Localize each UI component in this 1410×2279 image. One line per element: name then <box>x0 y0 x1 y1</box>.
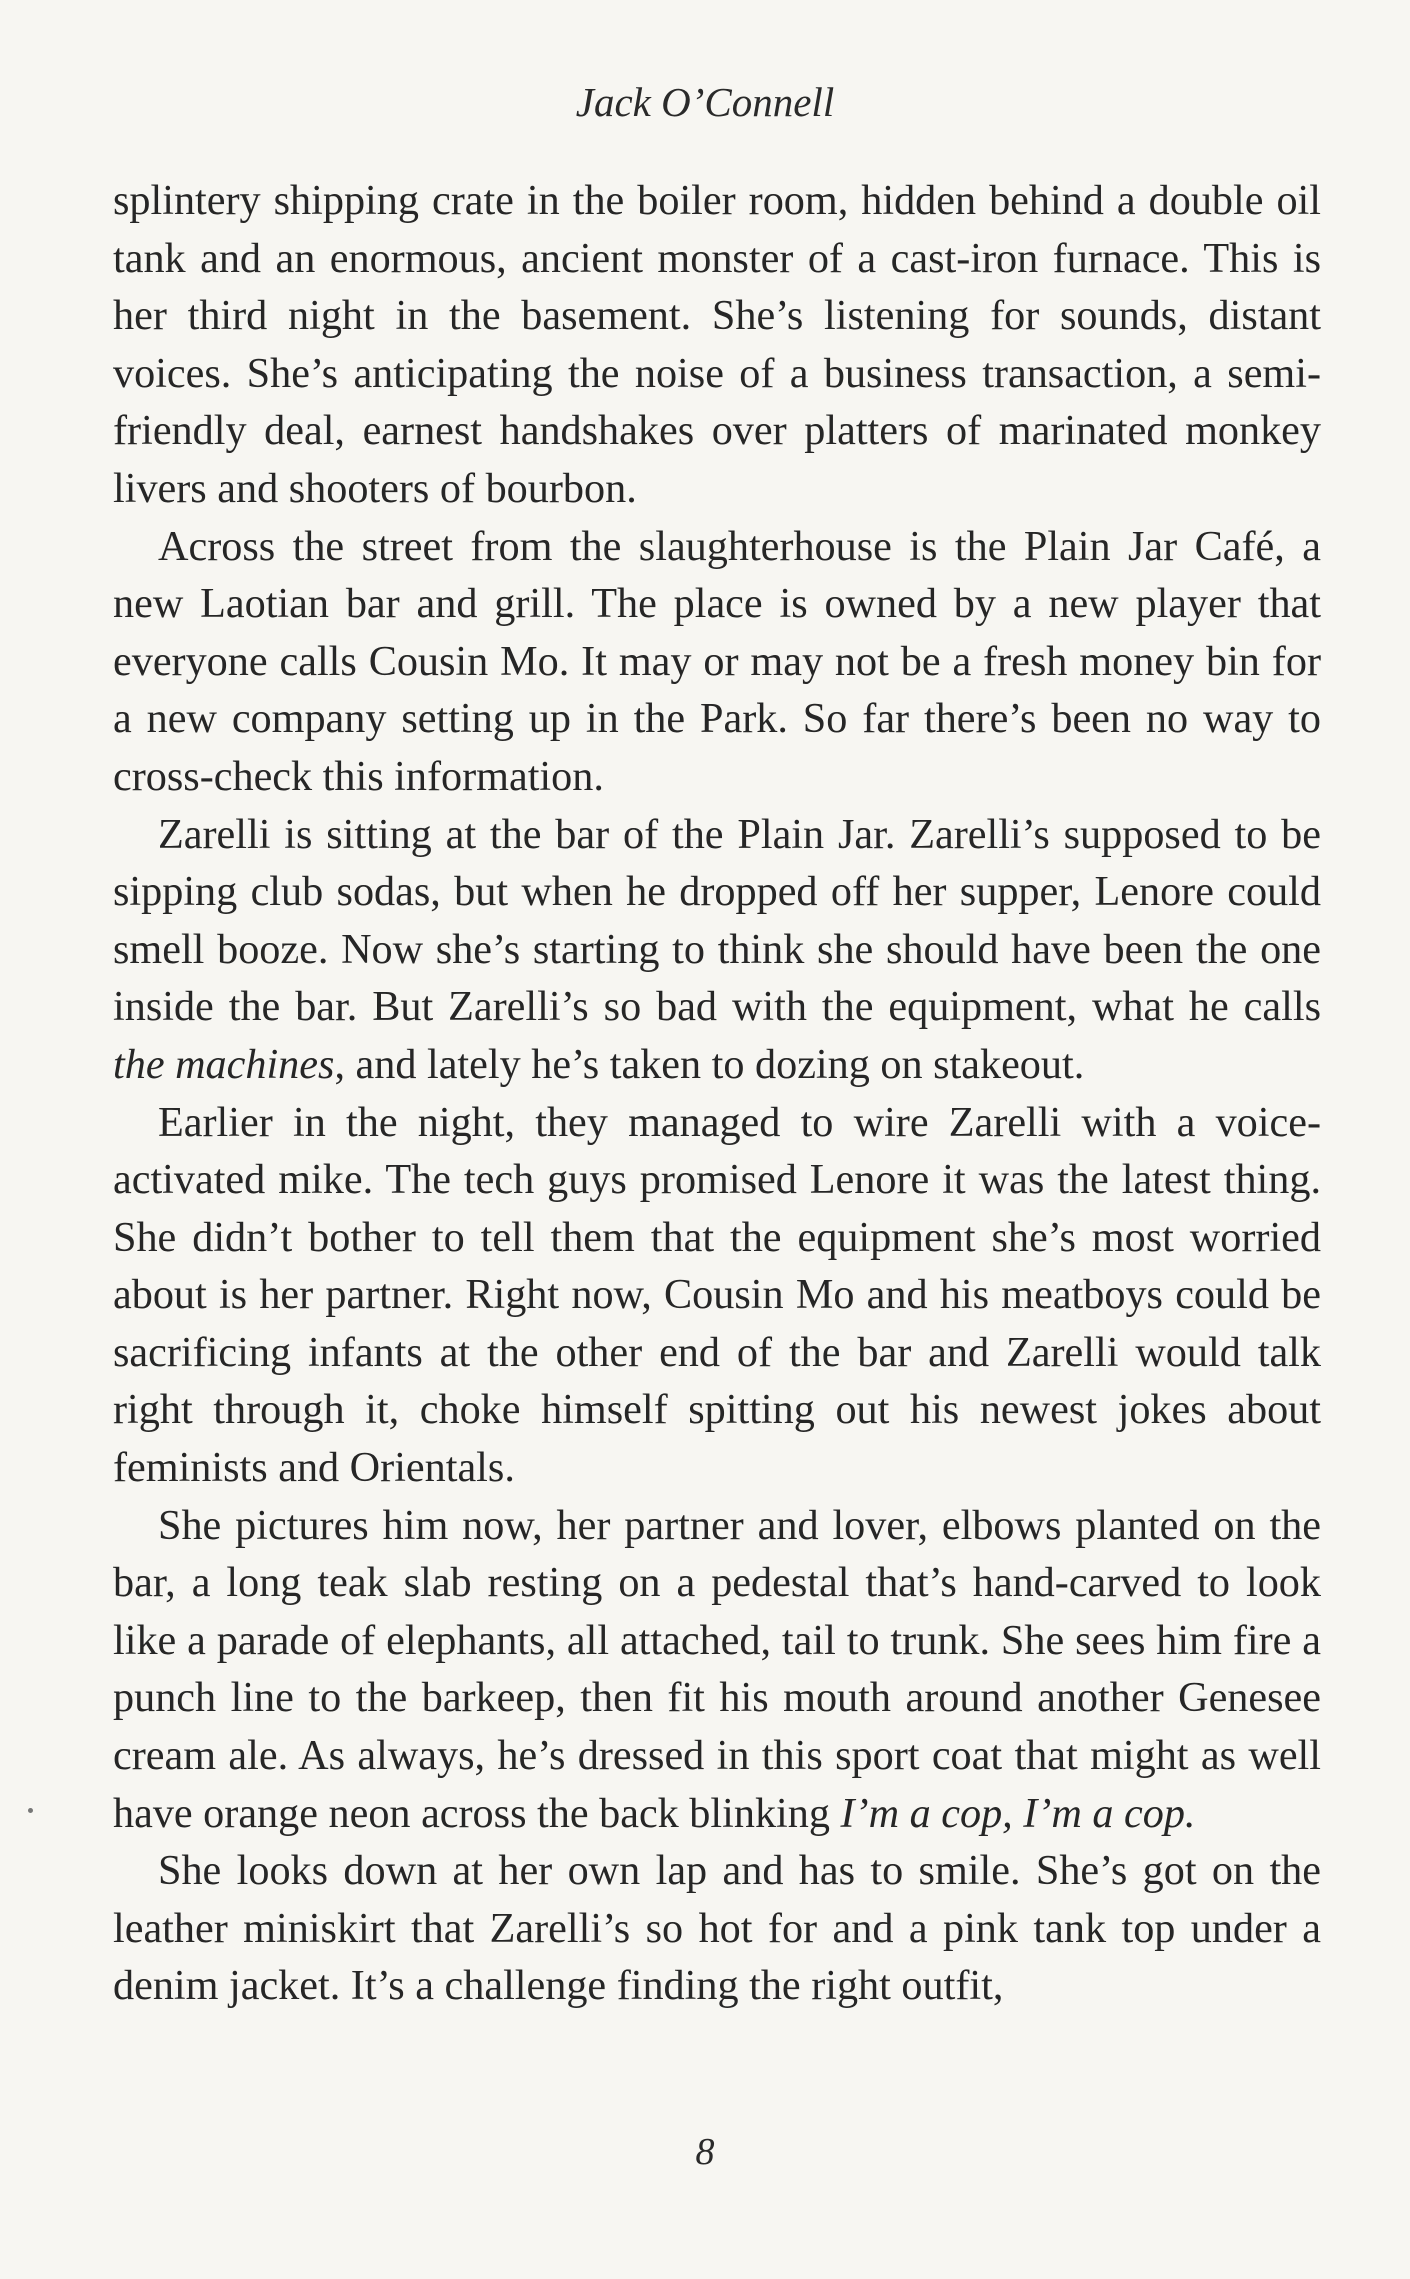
paragraph-text: Zarelli is sitting at the bar of the Plain Jar. Zarelli’s supposed to be sipping club sodas, but when he dropped off her supper, Lenore could smell booze. Now she’s starting to think she should have been the one inside the bar. But Zarelli’s so bad with the equipment, what he calls <box>113 810 1321 1031</box>
body-text <box>113 172 1321 2015</box>
paragraph-text: She looks down at her own lap and has to smile. She’s got on the leather miniskirt that Zarelli’s so hot for and a pink tank top under a denim jacket. It’s a challenge finding the right outfit, <box>113 1847 1321 2010</box>
scan-speck <box>28 1808 33 1813</box>
paragraph-text: Earlier in the night, they managed to wire Zarelli with a voice-activated mike. The tech guys promised Lenore it was the latest thing. She didn’t bother to tell them that the equipment she’s most worried about is her partner. Right now, Cousin Mo and his meatboys could be sacrificing infants at the other end of the bar and Zarelli would talk right through it, choke himself spitting out his newest jokes about feminists and Orientals. <box>113 1098 1321 1492</box>
paragraph-text: , and lately he’s taken to dozing on stakeout. <box>334 1040 1085 1088</box>
italic-phrase: I’m a cop, I’m a cop. <box>840 1789 1196 1837</box>
running-head: Jack O’Connell <box>575 79 835 125</box>
italic-phrase: the machines <box>113 1040 335 1088</box>
paragraph <box>113 1497 1321 1843</box>
paragraph <box>113 806 1321 1094</box>
paragraph <box>113 172 1321 518</box>
page-number: 8 <box>695 2131 715 2173</box>
paragraph-text: splintery shipping crate in the boiler room, hidden behind a double oil tank and an enormous, ancient monster of a cast-iron furnace. This is her third night in the basement. She’s listening for sounds, distant voices. She’s anticipating the noise of a business transaction, a semi-friendly deal, earnest handshakes over platters of marinated monkey livers and shooters of bourbon. <box>113 177 1321 512</box>
paragraph-text: Across the street from the slaughterhouse is the Plain Jar Café, a new Laotian bar and grill. The place is owned by a new player that everyone calls Cousin Mo. It may or may not be a fresh money bin for a new company setting up in the Park. So far there’s been no way to cross-check this information. <box>113 522 1321 800</box>
paragraph <box>113 1842 1321 2015</box>
paragraph-text: She pictures him now, her partner and lover, elbows planted on the bar, a long teak slab resting on a pedestal that’s hand-carved to look like a parade of elephants, all attached, tail to trunk. She sees him fire a punch line to the barkeep, then fit his mouth around another Genesee cream ale. As always, he’s dressed in this sport coat that might as well have orange neon across the back blinking <box>113 1501 1321 1837</box>
paragraph <box>113 1094 1321 1497</box>
paragraph <box>113 518 1321 806</box>
